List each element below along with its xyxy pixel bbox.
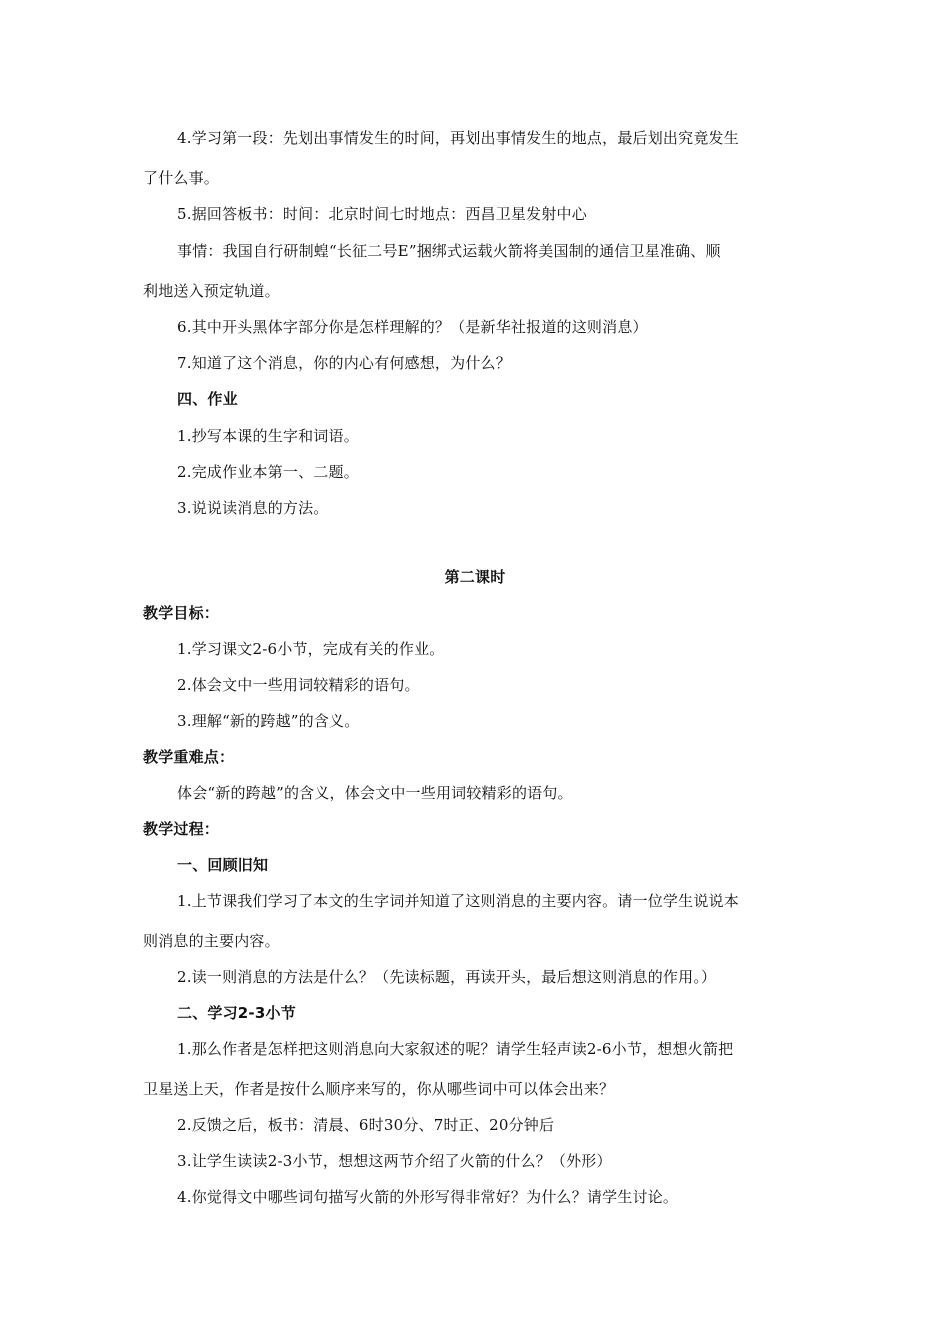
text-line: 7.知道了这个消息，你的内心有何感想，为什么？ (177, 354, 511, 372)
text-line: 了什么事。 (143, 169, 220, 187)
text-line: 3.理解“新的跨越”的含义。 (177, 712, 360, 730)
text-line: 利地送入预定轨道。 (143, 282, 280, 300)
text-line: 2.完成作业本第一、二题。 (177, 463, 359, 481)
text-line: 1.学习课文2-6小节，完成有关的作业。 (177, 640, 445, 658)
text-line: 卫星送上天，作者是按什么顺序来写的，你从哪些词中可以体会出来？ (143, 1080, 615, 1098)
section-heading: 四、作业 (177, 390, 238, 408)
text-line: 4.你觉得文中哪些词句描写火箭的外形写得非常好？为什么？请学生讨论。 (177, 1188, 679, 1206)
section-heading: 二、学习2-3小节 (177, 1004, 296, 1022)
text-line: 5.据回答板书：时间：北京时间七时地点：西昌卫星发射中心 (177, 205, 587, 223)
text-line: 1.那么作者是怎样把这则消息向大家叙述的呢？请学生轻声读2-6小节，想想火箭把 (177, 1040, 734, 1058)
text-line: 2.反馈之后，板书：清晨、6时30分、7时正、20分钟后 (177, 1116, 555, 1134)
text-line: 1.抄写本课的生字和词语。 (177, 427, 359, 445)
page-title: 第二课时 (444, 568, 506, 586)
text-line: 4.学习第一段：先划出事情发生的时间，再划出事情发生的地点，最后划出究竟发生 (177, 129, 739, 147)
text-line: 事情：我国自行研制蝗“长征二号E”捆绑式运载火箭将美国制的通信卫星准确、顺 (177, 242, 721, 260)
section-heading: 教学目标： (143, 604, 220, 622)
text-line: 6.其中开头黑体字部分你是怎样理解的？（是新华社报道的这则消息） (177, 318, 648, 336)
text-line: 2.体会文中一些用词较精彩的语句。 (177, 676, 420, 694)
section-heading: 教学过程： (143, 820, 220, 838)
text-line: 3.让学生读读2-3小节，想想这两节介绍了火箭的什么？（外形） (177, 1152, 612, 1170)
section-heading: 教学重难点： (143, 748, 235, 766)
text-line: 3.说说读消息的方法。 (177, 499, 329, 517)
text-line: 1.上节课我们学习了本文的生字词并知道了这则消息的主要内容。请一位学生说说本 (177, 892, 739, 910)
text-line: 2.读一则消息的方法是什么？（先读标题，再读开头，最后想这则消息的作用。） (177, 968, 717, 986)
text-line: 体会“新的跨越”的含义，体会文中一些用词较精彩的语句。 (177, 784, 573, 802)
section-heading: 一、回顾旧知 (177, 856, 269, 874)
text-line: 则消息的主要内容。 (143, 932, 280, 950)
